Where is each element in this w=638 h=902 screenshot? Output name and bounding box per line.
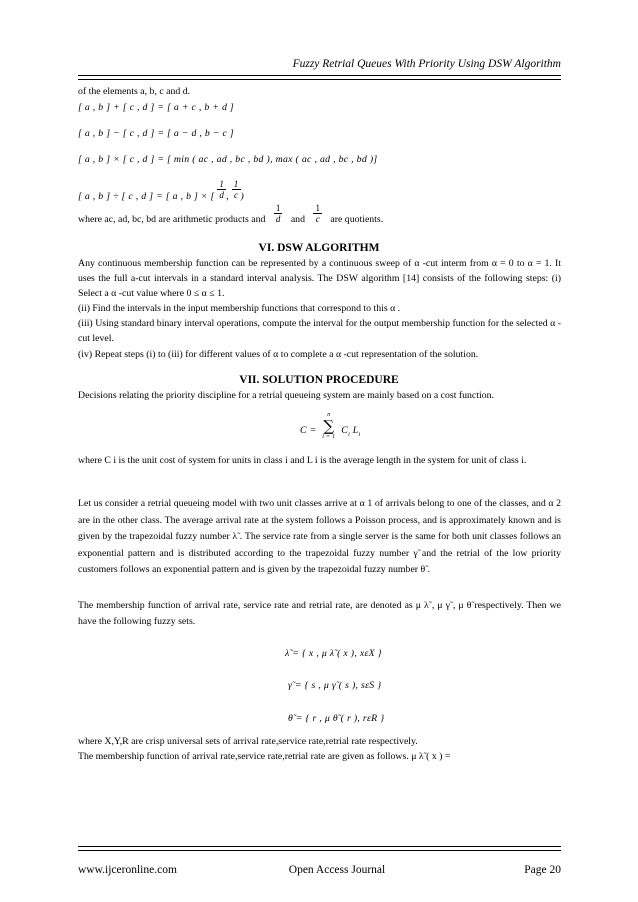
fraction-one-over-c: $\frac{1}{c}$ [233,179,239,200]
fraction-one-over-d: $\frac{1}{d}$ [219,179,225,200]
equation-mul: [ a , b ] × [ c , d ] = [ min ( ac , ad , bc , bd ), max ( ac , ad , bc , bd )] [78,154,378,165]
equation-div: [ a , b ] ÷ [ c , d ] = [ a , b ] × [ $\frac{1}{d}$ , $\frac{1}{c}$ ) [78,179,245,202]
section6-step-iii: (iii) Using standard binary interval operations, compute the interval for the output membership function for the selected α -cut level. [78,318,561,344]
where-line: where ac, ad, bc, bd are arithmetic products and $\frac{1}{d}$ and $\frac{1}{c}$ are quotients. [78,203,384,225]
section7-paragraph-3: Let us consider a retrial queueing model with two unit classes arrive at α 1 of arrivals belong to one of the classes, and α 2 are in the other class. The average arrival rate at the system follows a Poisson process, and is approximately known and is given by the trapezoidal fuzzy number λ̃ . The service rate from a single server is the same for both unit classes follows an exponential pattern and is distributed according to the trapezoidal fuzzy number γ̃ and the retrial of the low priority customers follows an exponential pattern and is given by the trapezoidal fuzzy number θ̃ . [78,498,561,575]
fuzzy-set-lambda: λ̃ = { x , μ λ̃ ( x ), xεX } [285,648,382,659]
running-header: Fuzzy Retrial Queues With Priority Using DSW Algorithm [292,58,561,70]
section7-paragraph-4: The membership function of arrival rate, service rate and retrial rate, are denoted as μ λ̃ , μ γ̃ , μ θ̃ respectively. Then we have the following fuzzy sets. [78,600,561,627]
summation-icon: ∑ [323,417,335,435]
fuzzy-set-theta: θ̃ = { r , μ θ̃ ( r ), rεR } [288,713,385,724]
footer-page-number: Page 20 [524,864,561,876]
section-heading-solution: VII. SOLUTION PROCEDURE [239,374,399,386]
summation: n ∑ i = 1 [322,412,336,440]
section6-step-ii: (ii) Find the intervals in the input membership functions that correspond to this α . [78,303,401,314]
footer-url[interactable]: www.ijceronline.com [78,864,177,876]
equation-div-prefix: [ a , b ] ÷ [ c , d ] = [ a , b ] × [ [78,190,215,202]
equation-sub: [ a , b ] − [ c , d ] = [ a − d , b − c ] [78,128,235,139]
fuzzy-set-gamma: γ̃ = { s , μ γ̃ ( s ), sεS } [288,680,382,691]
section7-paragraph-5: where X,Y,R are crisp universal sets of arrival rate,service rate,retrial rate respectively. [78,736,418,747]
section7-paragraph-2: where C i is the unit cost of system for units in class i and L i is the average length in the system for unit of class i. [78,455,527,466]
footer-rule [78,846,561,851]
cost-equation: C = n ∑ i = 1 $C_i$ $L_i$ [300,412,361,440]
section6-step-iv: (iv) Repeat steps (i) to (iii) for different values of α to complete a α -cut representation of the solution. [78,349,479,360]
section7-paragraph-1: Decisions relating the priority discipline for a retrial queueing system are mainly based on a cost function. [78,390,494,401]
fraction-one-over-c-2: $\frac{1}{c}$ [315,203,320,224]
equation-add: [ a , b ] + [ c , d ] = [ a + c , b + d ] [78,102,235,113]
fraction-one-over-d-2: $\frac{1}{d}$ [275,203,281,224]
section7-paragraph-6: The membership function of arrival rate,service rate,retrial rate are given as follows. μ λ̃ ( x ) = [78,751,451,762]
intro-line: of the elements a, b, c and d. [78,86,191,97]
section-heading-dsw: VI. DSW ALGORITHM [258,242,380,254]
header-rule [78,75,561,80]
section6-paragraph-1: Any continuous membership function can be represented by a continuous sweep of α -cut interm from α = 0 to α = 1. It uses the full a-cut intervals in a standard interval analysis. The DSW algorithm [14] consists of the following steps: (i) Select a α -cut value where 0 ≤ α ≤ 1. [78,258,561,299]
footer-center: Open Access Journal [288,864,386,876]
